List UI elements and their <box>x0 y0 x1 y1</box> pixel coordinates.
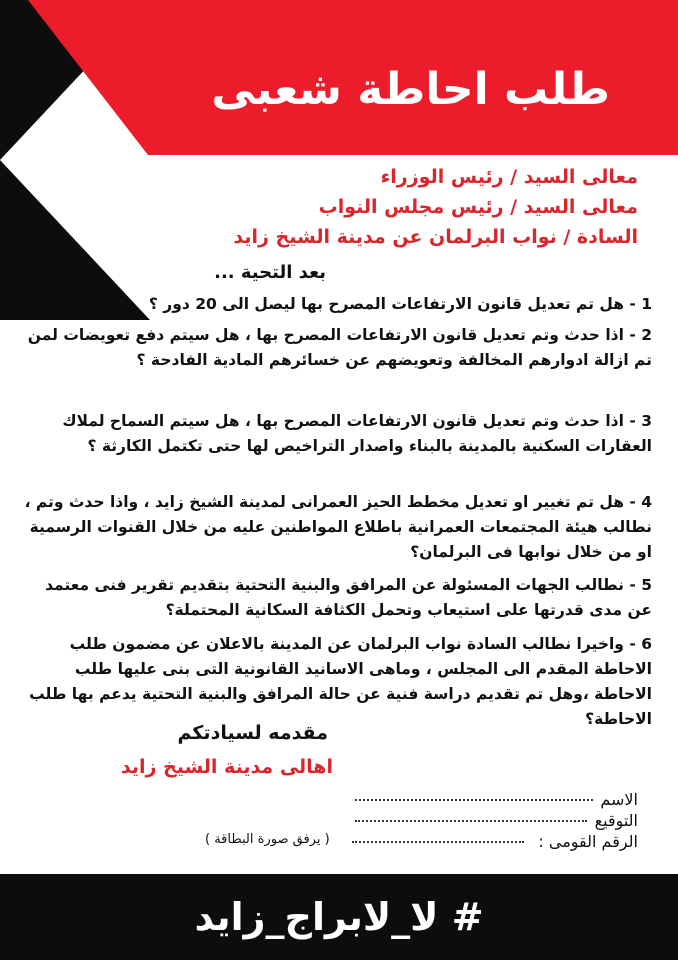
footer-hashtag: # لا_لابراج_زايد <box>194 895 484 939</box>
question-number: 6 - <box>629 635 652 653</box>
question-text: هل تم تعديل قانون الارتفاعات المصرح بها ليصل الى 20 دور ؟ <box>148 295 624 313</box>
question-number: 2 - <box>629 326 652 344</box>
national-id-dotted-line[interactable] <box>352 840 524 843</box>
signature-dotted-line[interactable] <box>355 819 587 822</box>
question-number: 5 - <box>629 576 652 594</box>
name-label: الاسم <box>600 790 638 809</box>
question-6 <box>22 632 652 732</box>
sender-line: اهالى مدينة الشيخ زايد <box>120 756 333 778</box>
closing-line: مقدمه لسيادتكم <box>177 722 328 744</box>
question-number: 3 - <box>629 412 652 430</box>
greeting: بعد التحية ... <box>214 262 326 283</box>
question-number: 4 - <box>629 493 652 511</box>
page-title: طلب احاطة شعبى <box>211 64 610 115</box>
question-text: نطالب الجهات المسئولة عن المرافق والبنية التحتية بتقديم تقرير فنى معتمد عن مدى قدرتها على استيعاب وتحمل الكثافة السكانية المحتملة؟ <box>45 576 652 619</box>
question-2 <box>22 323 652 373</box>
question-text: هل تم تغيير او تعديل مخطط الحيز العمرانى لمدينة الشيخ زايد ، واذا حدث وتم ، نطالب هيئة المجتمعات العمرانية باطلاع المواطنين عليه من خلال القنوات الرسمية او من خلال نوابها فى البرلمان؟ <box>24 493 652 561</box>
question-3 <box>22 409 652 459</box>
question-4 <box>22 490 652 565</box>
name-dotted-line[interactable] <box>355 798 593 801</box>
question-number: 1 - <box>629 295 652 313</box>
addressee-line-1: معالى السيد / رئيس الوزراء <box>380 166 638 188</box>
signature-label: التوقيع <box>594 811 638 830</box>
question-5 <box>22 573 652 623</box>
id-card-note: ( يرفق صورة البطاقة ) <box>205 832 330 847</box>
question-text: اذا حدث وتم تعديل قانون الارتفاعات المصرح بها ، هل سيتم السماح لملاك العقارات السكنية بالمدينة بالبناء واصدار التراخيص لها حتى تكتمل الكارثة ؟ <box>62 412 652 455</box>
question-1 <box>22 292 652 317</box>
question-text: واخيرا نطالب السادة نواب البرلمان عن المدينة بالاعلان عن مضمون طلب الاحاطة المقدم الى المجلس ، وماهى الاسانيد القانونية التى بنى عليها طلب الاحاطة ،وهل تم تقديم دراسة فنية عن حالة المرافق والبنية التحتية يدعم بها طلب الاحاطة؟ <box>29 635 652 728</box>
addressee-line-2: معالى السيد / رئيس مجلس النواب <box>318 196 638 218</box>
national-id-label: الرقم القومى : <box>538 832 638 851</box>
addressee-line-3: السادة / نواب البرلمان عن مدينة الشيخ زايد <box>233 226 638 248</box>
question-text: اذا حدث وتم تعديل قانون الارتفاعات المصرح بها ، هل سيتم دفع تعويضات لمن تم ازالة ادوارهم المخالفة وتعويضهم عن خسائرهم المادية الفادحة ؟ <box>27 326 652 369</box>
